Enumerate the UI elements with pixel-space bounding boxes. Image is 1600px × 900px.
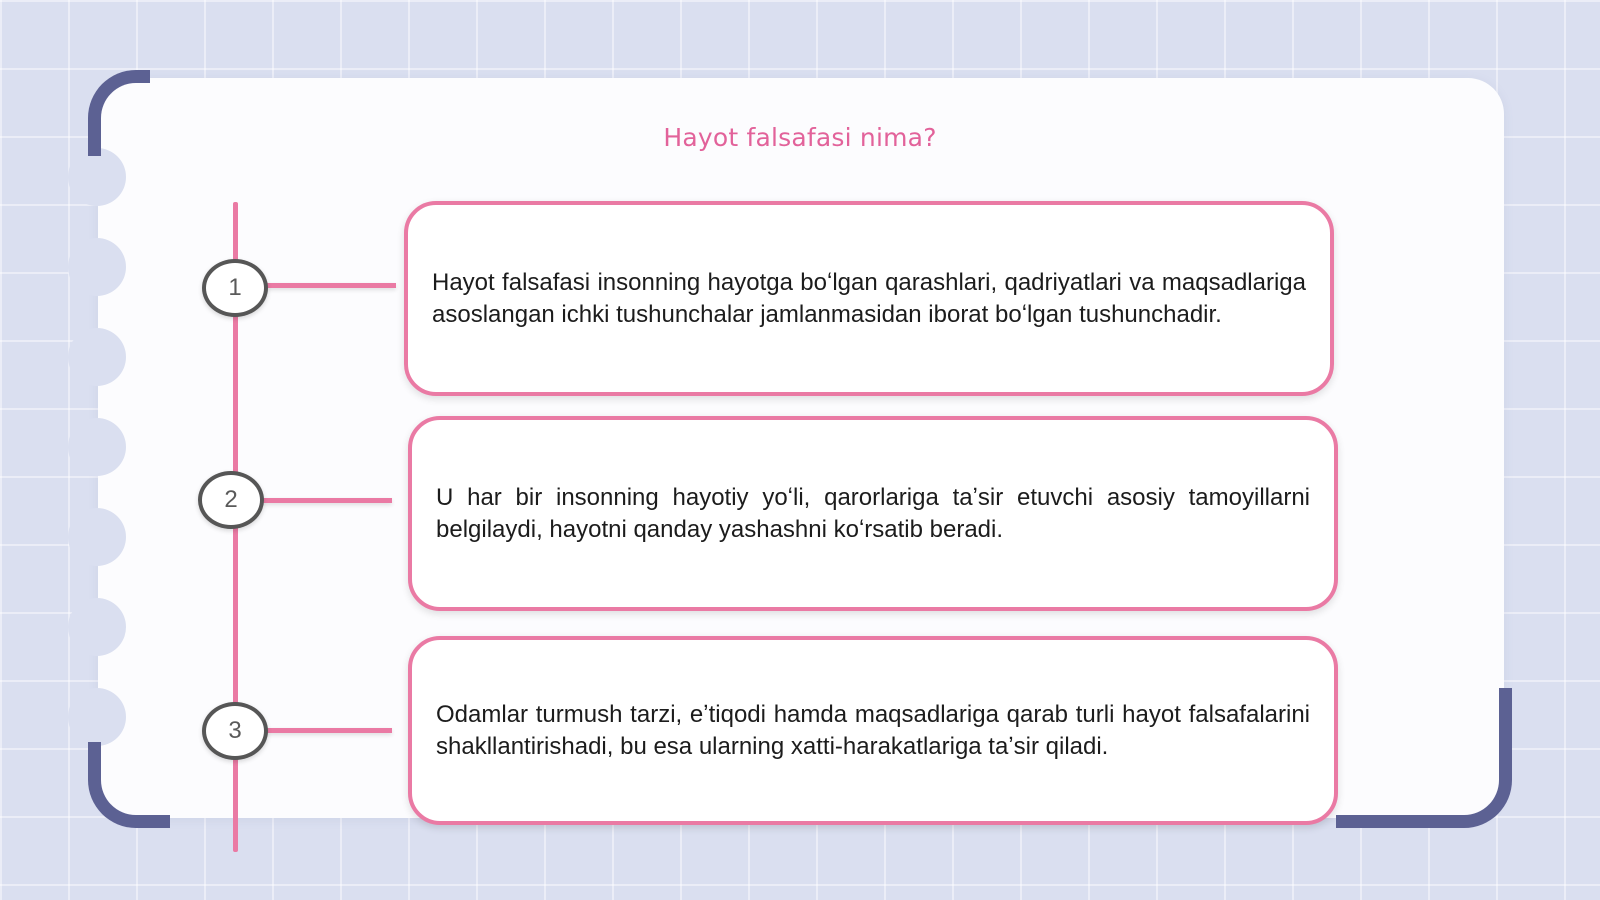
step-1-connector: [266, 283, 396, 288]
step-2-text: U har bir insonning hayotiy yoʻli, qarorlariga taʼsir etuvchi asosiy tamoyillarni belgilaydi, hayotni qanday yashashni koʻrsatib beradi.: [436, 483, 1310, 543]
corner-bracket-bottom-left: [88, 742, 170, 828]
step-1-card: [404, 201, 1334, 396]
paper-notch: [68, 688, 126, 746]
paper-notch: [68, 238, 126, 296]
paper-notch: [68, 328, 126, 386]
step-3-text: Odamlar turmush tarzi, eʼtiqodi hamda maqsadlariga qarab turli hayot falsafalarini shakllantirishadi, bu esa ularning xatti-harakatlariga taʼsir qiladi.: [436, 700, 1310, 760]
paper-notch: [68, 508, 126, 566]
paper-notch: [68, 148, 126, 206]
slide-title: Hayot falsafasi nima?: [663, 123, 937, 152]
step-3-card: [408, 636, 1338, 825]
paper-notch: [68, 598, 126, 656]
step-3-connector: [266, 728, 392, 733]
step-2-card: [408, 416, 1338, 611]
step-1-text: Hayot falsafasi insonning hayotga boʻlgan qarashlari, qadriyatlari va maqsadlariga asoslangan ichki tushunchalar jamlanmasidan iborat boʻlgan tushunchadir.: [432, 268, 1306, 328]
corner-bracket-bottom-right: [1336, 688, 1512, 828]
step-2-connector: [262, 498, 392, 503]
step-1-circle: 1: [202, 259, 268, 317]
paper-notch: [68, 418, 126, 476]
step-3-circle: 3: [202, 702, 268, 760]
step-2-circle: 2: [198, 471, 264, 529]
